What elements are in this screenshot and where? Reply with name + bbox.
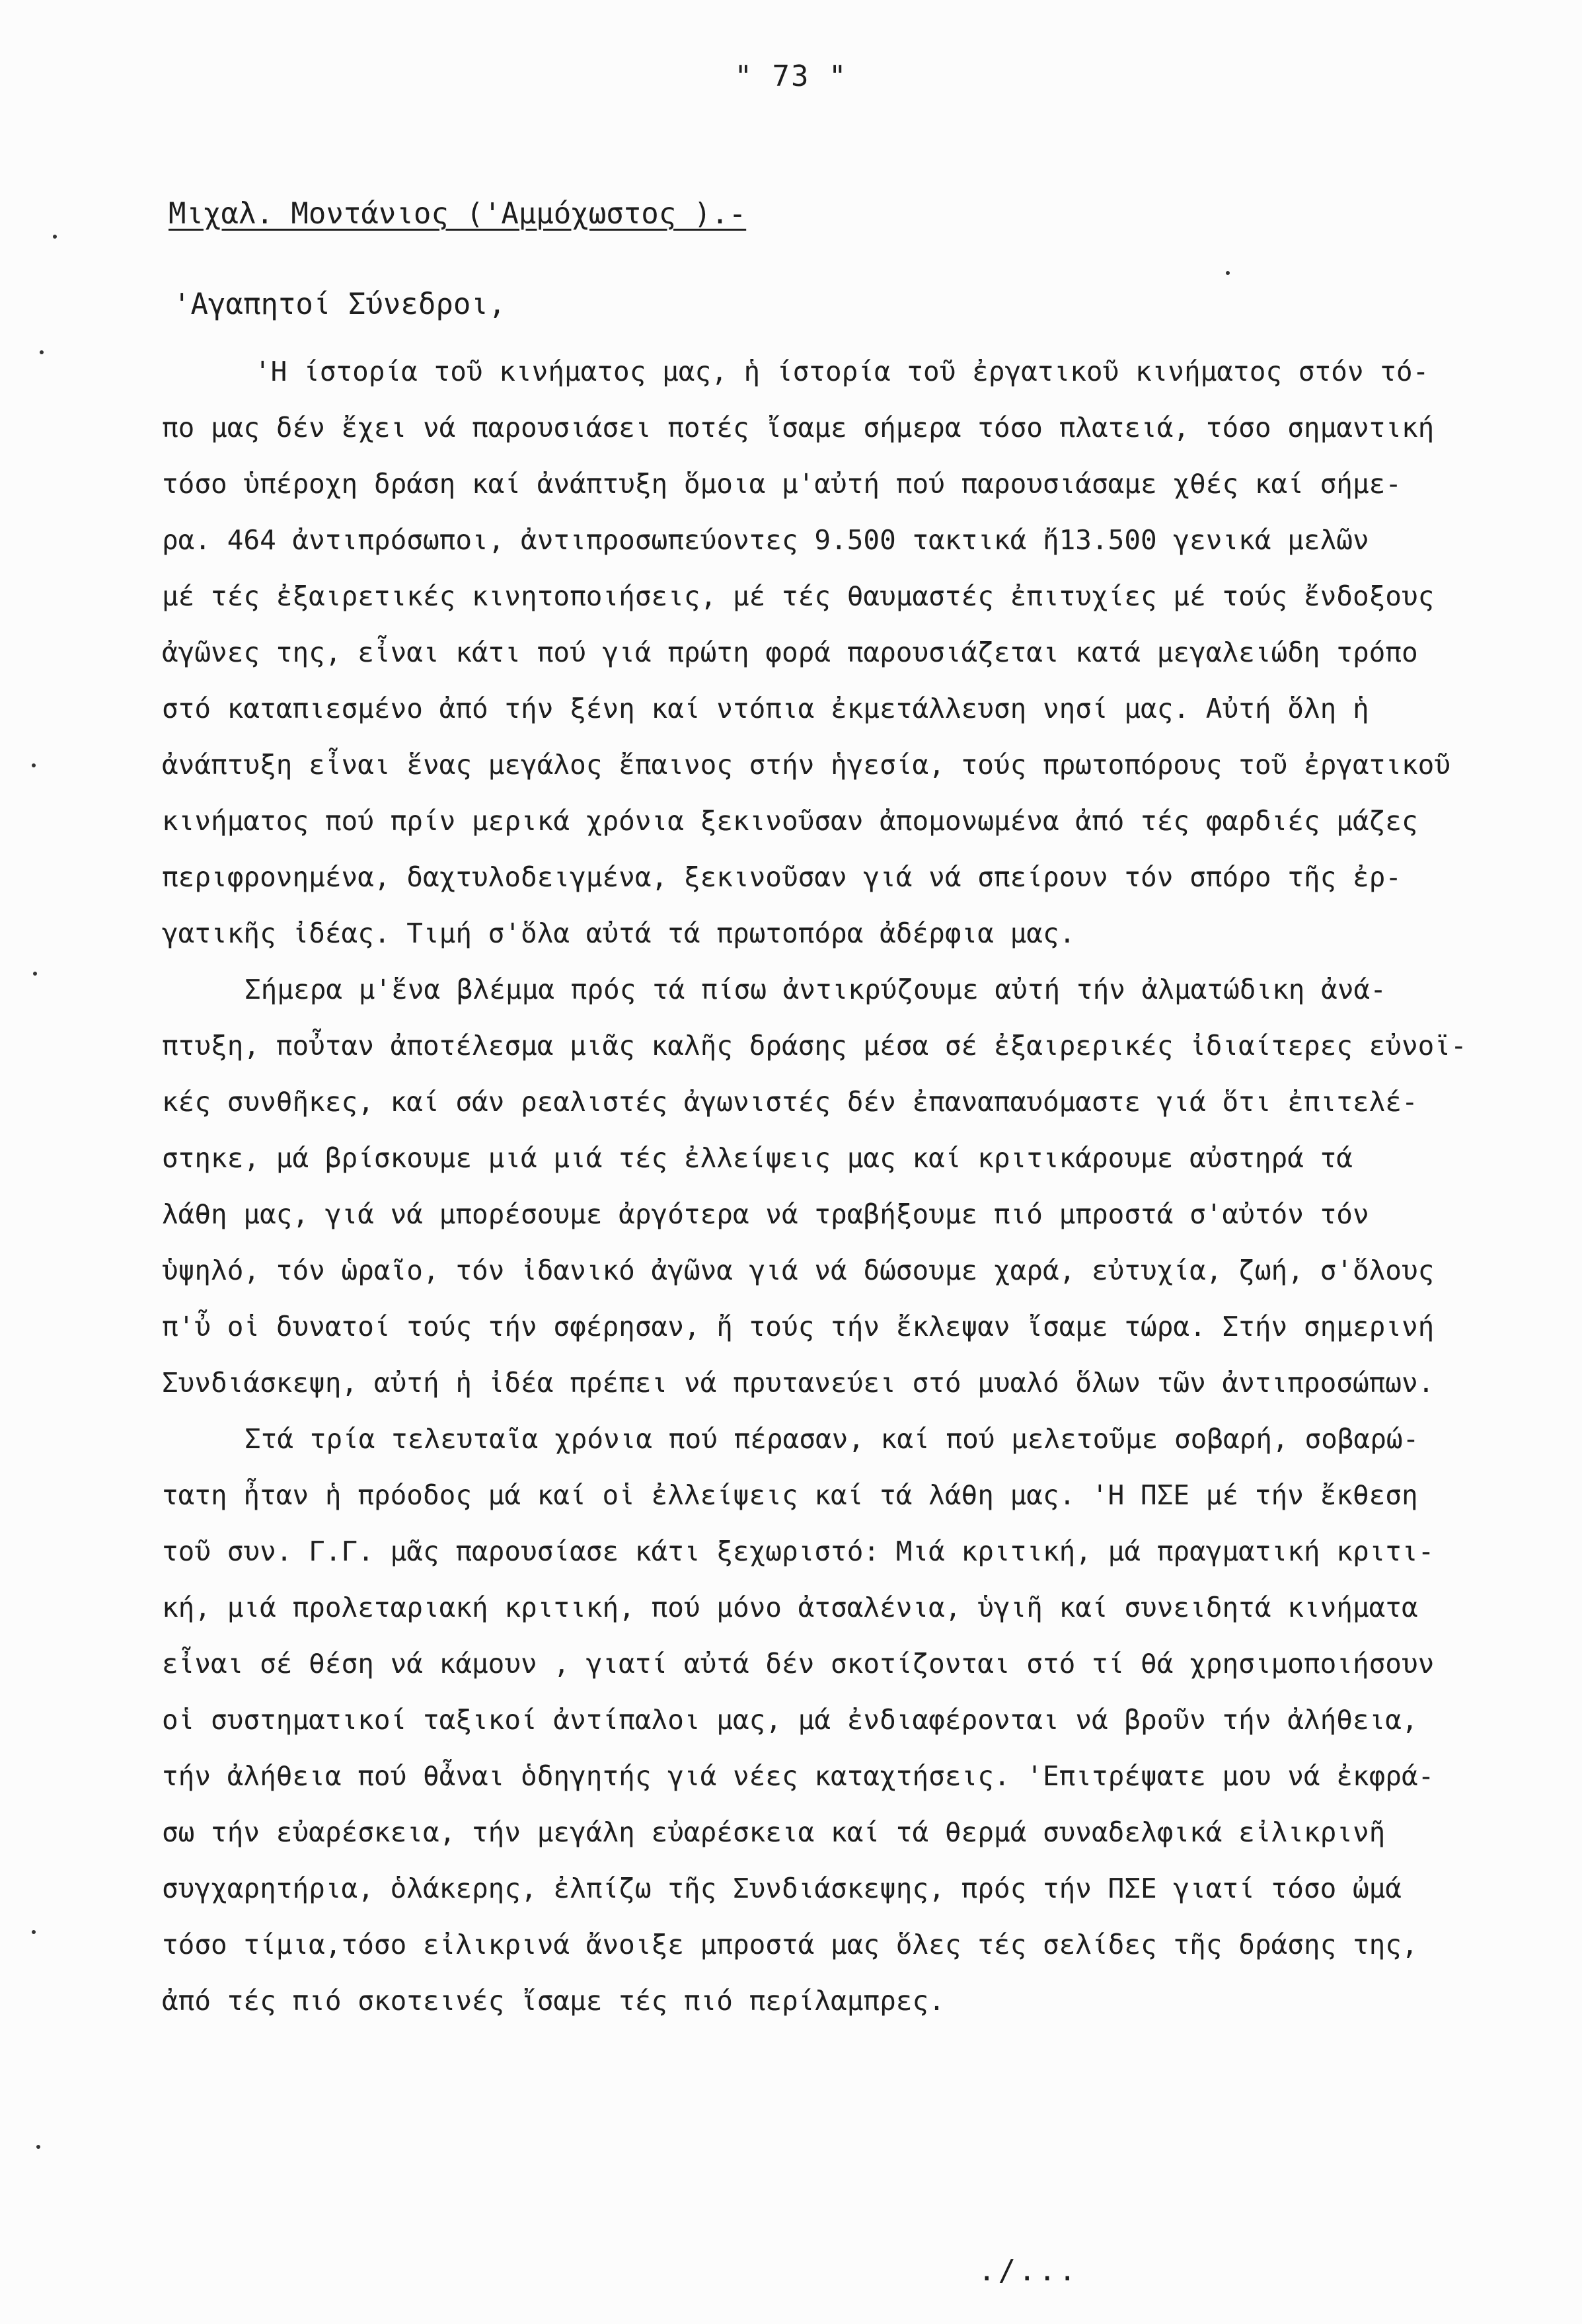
text-line: περιφρονημένα, δαχτυλοδειγμένα, ξεκινοῦσαν γιά νά σπείρουν τόν σπόρο τῆς ἐρ- [162,861,1402,893]
text-line: ἀνάπτυξη εἶναι ἕνας μεγάλος ἔπαινος στήν ἡγεσία, τούς πρωτοπόρους τοῦ ἐργατικοῦ [162,749,1451,781]
text-line: Συνδιάσκεψη, αὐτή ἡ ἰδέα πρέπει νά πρυτανεύει στό μυαλό ὅλων τῶν ἀντιπροσώπων. [162,1367,1435,1399]
text-line: ἀπό τές πιό σκοτεινές ἴσαμε τές πιό περίλαμπρες. [162,1985,945,2017]
text-line: κή, μιά προλεταριακή κριτική, πού μόνο ἀτσαλένια, ὑγιῆ καί συνειδητά κινήματα [162,1592,1418,1623]
text-line: κές συνθῆκες, καί σάν ρεαλιστές ἀγωνιστές δέν ἐπαναπαυόμαστε γιά ὅτι ἐπιτελέ- [162,1086,1418,1118]
text-line: τόσο τίμια,τόσο εἰλικρινά ἄνοιξε μπροστά μας ὅλες τές σελίδες τῆς δράσης της, [162,1929,1418,1960]
continuation-mark: ./... [978,2254,1079,2288]
text-line: συγχαρητήρια, ὁλάκερης, ἐλπίζω τῆς Συνδιάσκεψης, πρός τήν ΠΣΕ γιατί τόσο ὠμά [162,1873,1402,1904]
text-line: τόσο ὑπέροχη δράση καί ἀνάπτυξη ὅμοια μ'αὐτή πού παρουσιάσαμε χθές καί σήμε- [162,468,1402,500]
text-line: τήν ἀλήθεια πού θἆναι ὁδηγητής γιά νέες καταχτήσεις. 'Επιτρέψατε μου νά ἐκφρά- [162,1760,1435,1792]
text-line: εἶναι σέ θέση νά κάμουν , γιατί αὐτά δέν σκοτίζονται στό τί θά χρησιμοποιήσουν [162,1648,1435,1680]
scan-speck [1226,271,1230,275]
scan-speck [53,235,57,239]
text-line: σω τήν εὐαρέσκεια, τήν μεγάλη εὐαρέσκεια καί τά θερμά συναδελφικά εἰλικρινῆ [162,1816,1386,1848]
text-line: στό καταπιεσμένο ἀπό τήν ξένη καί ντόπια ἐκμετάλλευση νησί μας. Αὐτή ὅλη ἡ [162,693,1369,724]
scan-speck [32,763,36,767]
text-line: πο μας δέν ἔχει νά παρουσιάσει ποτές ἴσαμε σήμερα τόσο πλατειά, τόσο σημαντική [162,412,1435,444]
speaker-heading: Μιχαλ. Μοντάνιος ('Αμμόχωστος ).- [169,197,747,231]
text-line: λάθη μας, γιά νά μπορέσουμε ἀργότερα νά τραβήξουμε πιό μπροστά σ'αὐτόν τόν [162,1198,1369,1230]
text-line: Στά τρία τελευταῖα χρόνια πού πέρασαν, καί πού μελετοῦμε σοβαρή, σοβαρώ- [245,1423,1419,1455]
scan-speck [36,2145,40,2149]
scan-speck [32,1930,36,1934]
text-line: π'ὖ οἱ δυνατοί τούς τήν σφέρησαν, ἤ τούς τήν ἔκλεψαν ἴσαμε τώρα. Στήν σημερινή [162,1311,1435,1342]
text-line: οἱ συστηματικοί ταξικοί ἀντίπαλοι μας, μά ἐνδιαφέρονται νά βροῦν τήν ἀλήθεια, [162,1704,1418,1736]
page-number: " 73 " [734,59,848,93]
text-line: μέ τές ἐξαιρετικές κινητοποιήσεις, μέ τές θαυμαστές ἐπιτυχίες μέ τούς ἔνδοξους [162,580,1435,612]
scan-speck [40,350,44,354]
salutation: 'Αγαπητοί Σύνεδροι, [173,288,506,321]
text-line: ρα. 464 ἀντιπρόσωποι, ἀντιπροσωπεύοντες 9.500 τακτικά ἤ13.500 γενικά μελῶν [162,524,1369,556]
text-line: Σήμερα μ'ἕνα βλέμμα πρός τά πίσω ἀντικρύζουμε αὐτή τήν ἀλματώδικη ἀνά- [245,974,1386,1005]
text-line: ὑψηλό, τόν ὡραῖο, τόν ἰδανικό ἀγῶνα γιά νά δώσουμε χαρά, εὐτυχία, ζωή, σ'ὅλους [162,1255,1435,1286]
text-line: τατη ἦταν ἡ πρόοδος μά καί οἱ ἐλλείψεις καί τά λάθη μας. 'Η ΠΣΕ μέ τήν ἔκθεση [162,1479,1418,1511]
text-line: 'Η ίστορία τοῦ κινήματος μας, ἡ ίστορία τοῦ ἐργατικοῦ κινήματος στόν τό- [254,356,1429,387]
text-line: γατικῆς ἰδέας. Τιμή σ'ὅλα αὐτά τά πρωτοπόρα ἀδέρφια μας. [162,917,1076,949]
text-line: ἀγῶνες της, εἶναι κάτι πού γιά πρώτη φορά παρουσιάζεται κατά μεγαλειώδη τρόπο [162,637,1418,668]
scan-speck [33,972,37,976]
text-line: τοῦ συν. Γ.Γ. μᾶς παρουσίασε κάτι ξεχωριστό: Μιά κριτική, μά πραγματική κριτι- [162,1535,1435,1567]
text-line: στηκε, μά βρίσκουμε μιά μιά τές ἐλλείψεις μας καί κριτικάρουμε αὐστηρά τά [162,1142,1353,1174]
text-line: πτυξη, ποὖταν ἀποτέλεσμα μιᾶς καλῆς δράσης μέσα σέ ἐξαιρερικές ἰδιαίτερες εὐνοϊ- [162,1030,1467,1062]
speech-body [162,344,1497,2029]
text-line: κινήματος πού πρίν μερικά χρόνια ξεκινοῦσαν ἀπομονωμένα ἀπό τές φαρδιές μάζες [162,805,1418,837]
